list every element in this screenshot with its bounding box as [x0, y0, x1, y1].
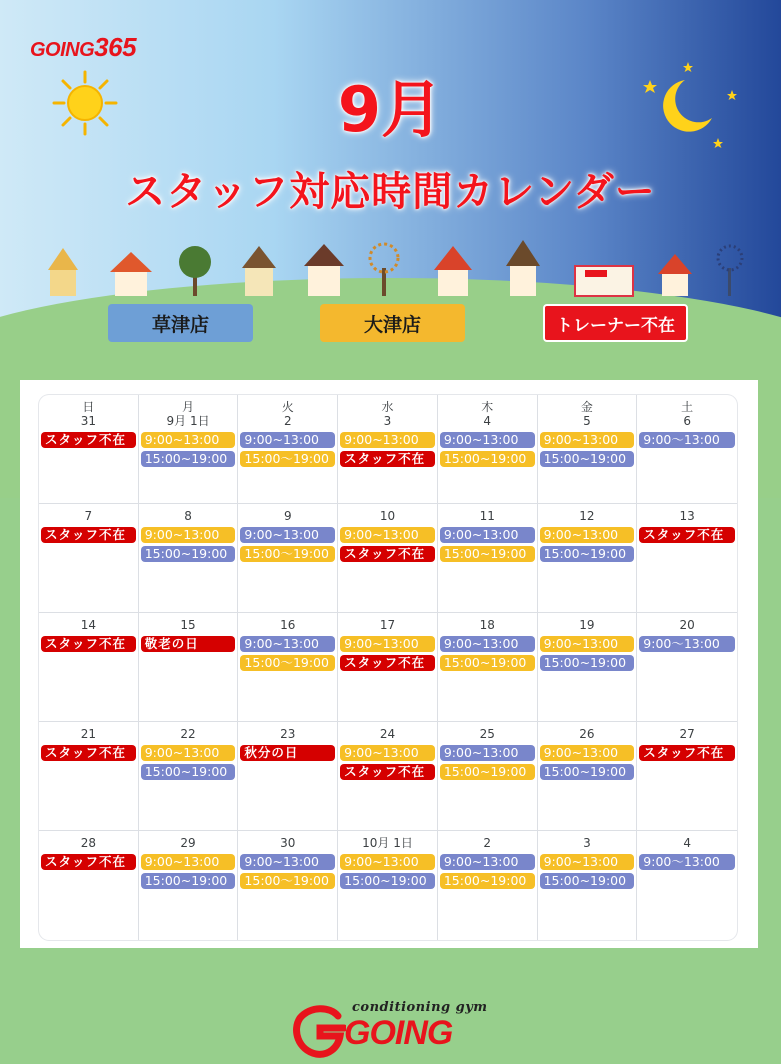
day-number: 2	[283, 414, 292, 428]
calendar-day-cell[interactable]	[139, 831, 239, 940]
day-number: 15	[180, 618, 196, 632]
event-otsu-hours[interactable]: 9:00~13:00	[340, 432, 435, 448]
event-otsu-hours[interactable]: 15:00〜19:00	[240, 873, 335, 889]
calendar-day-cell[interactable]	[238, 722, 338, 831]
day-number: 8	[184, 509, 192, 523]
event-kusatsu-hours[interactable]: 9:00~13:00	[440, 636, 535, 652]
brand-logo	[30, 32, 136, 63]
footer-tagline: conditioning gym	[352, 1000, 488, 1015]
day-number: 6	[683, 414, 691, 428]
day-number: 5	[583, 414, 591, 428]
legend-otsu: 大津店	[320, 304, 465, 342]
title-month: 9月	[337, 73, 444, 146]
event-absent[interactable]: スタッフ不在	[41, 854, 136, 870]
event-kusatsu-hours[interactable]: 9:00~13:00	[440, 745, 535, 761]
event-otsu-hours[interactable]: 9:00~13:00	[540, 527, 635, 543]
calendar-day-cell[interactable]	[39, 831, 139, 940]
brand-going: GOING	[30, 39, 95, 61]
event-absent[interactable]: 秋分の日	[240, 745, 335, 761]
day-number: 3	[583, 836, 591, 850]
event-kusatsu-hours[interactable]: 9:00~13:00	[440, 527, 535, 543]
tree-icon	[179, 246, 211, 296]
day-number: 9月 1日	[166, 414, 210, 428]
calendar-day-cell[interactable]	[238, 613, 338, 722]
event-absent[interactable]: スタッフ不在	[639, 527, 735, 543]
event-kusatsu-hours[interactable]: 15:00~19:00	[340, 873, 435, 889]
calendar-day-cell[interactable]	[637, 613, 737, 722]
event-kusatsu-hours[interactable]: 15:00~19:00	[141, 451, 236, 467]
calendar-day-cell[interactable]	[637, 831, 737, 940]
event-kusatsu-hours[interactable]: 9:00〜13:00	[639, 432, 735, 448]
calendar-day-cell[interactable]	[139, 395, 239, 504]
calendar-day-cell[interactable]	[637, 504, 737, 613]
calendar-day-cell[interactable]	[538, 722, 638, 831]
day-number: 31	[80, 414, 96, 428]
tree-icon	[718, 246, 742, 296]
weekday-label: 水	[381, 400, 394, 414]
event-absent[interactable]: スタッフ不在	[639, 745, 735, 761]
calendar-day-cell[interactable]	[538, 395, 638, 504]
event-kusatsu-hours[interactable]: 15:00~19:00	[540, 873, 635, 889]
day-number: 29	[180, 836, 196, 850]
event-otsu-hours[interactable]: 9:00~13:00	[340, 745, 435, 761]
day-number: 14	[80, 618, 96, 632]
day-number: 11	[479, 509, 495, 523]
event-otsu-hours[interactable]: 9:00~13:00	[540, 745, 635, 761]
event-otsu-hours[interactable]: 9:00~13:00	[340, 636, 435, 652]
event-absent[interactable]: スタッフ不在	[340, 764, 435, 780]
event-kusatsu-hours[interactable]: 15:00~19:00	[141, 873, 236, 889]
event-kusatsu-hours[interactable]: 15:00~19:00	[540, 546, 635, 562]
day-number: 12	[579, 509, 595, 523]
weekday-label: 火	[281, 400, 294, 414]
calendar-day-cell[interactable]	[338, 613, 438, 722]
event-otsu-hours[interactable]: 15:00~19:00	[440, 873, 535, 889]
event-kusatsu-hours[interactable]: 15:00~19:00	[141, 764, 236, 780]
day-number: 24	[379, 727, 396, 741]
event-absent[interactable]: スタッフ不在	[340, 451, 435, 467]
day-number: 3	[383, 414, 392, 428]
event-absent[interactable]: 敬老の日	[141, 636, 236, 652]
going-swirl-icon	[290, 1000, 346, 1060]
day-number: 28	[80, 836, 96, 850]
weekday-label: 日	[82, 400, 95, 414]
event-otsu-hours[interactable]: 15:00~19:00	[440, 546, 535, 562]
legend-trainer-absent: トレーナー不在	[543, 304, 688, 342]
tree-icon	[370, 244, 398, 296]
event-kusatsu-hours[interactable]: 9:00~13:00	[440, 854, 535, 870]
calendar-day-cell[interactable]	[238, 395, 338, 504]
event-kusatsu-hours[interactable]: 9:00~13:00	[240, 432, 335, 448]
day-number: 21	[80, 727, 96, 741]
weekday-label: 土	[681, 400, 694, 414]
calendar-day-cell[interactable]	[139, 504, 239, 613]
calendar-day-cell[interactable]	[338, 722, 438, 831]
calendar-day-cell[interactable]	[438, 722, 538, 831]
event-otsu-hours[interactable]: 15:00~19:00	[440, 764, 535, 780]
calendar-day-cell[interactable]	[438, 395, 538, 504]
day-number: 4	[683, 836, 691, 850]
calendar-day-cell[interactable]	[438, 831, 538, 940]
event-otsu-hours[interactable]: 9:00~13:00	[540, 432, 635, 448]
calendar-day-cell[interactable]	[39, 613, 139, 722]
house-icon	[506, 240, 540, 296]
day-number: 4	[483, 414, 492, 428]
day-number: 19	[579, 618, 595, 632]
event-otsu-hours[interactable]: 15:00〜19:00	[240, 655, 335, 671]
calendar-day-cell[interactable]	[538, 613, 638, 722]
event-kusatsu-hours[interactable]: 9:00〜13:00	[639, 854, 735, 870]
day-number: 7	[84, 509, 93, 523]
weekday-label: 木	[481, 400, 494, 414]
day-number: 30	[280, 836, 296, 850]
day-number: 26	[579, 727, 595, 741]
event-kusatsu-hours[interactable]: 9:00~13:00	[240, 527, 335, 543]
event-otsu-hours[interactable]: 9:00~13:00	[540, 854, 635, 870]
day-number: 2	[483, 836, 492, 850]
day-number: 27	[679, 727, 695, 741]
day-number: 16	[280, 618, 296, 632]
title-subtitle: スタッフ対応時間カレンダー	[125, 169, 656, 215]
event-kusatsu-hours[interactable]: 15:00~19:00	[540, 655, 635, 671]
event-absent[interactable]: スタッフ不在	[41, 636, 136, 652]
calendar-day-cell[interactable]	[538, 831, 638, 940]
event-kusatsu-hours[interactable]: 9:00~13:00	[240, 636, 335, 652]
calendar-day-cell[interactable]	[39, 722, 139, 831]
house-icon	[658, 254, 692, 296]
house-icon	[304, 244, 344, 296]
brand-365: 365	[94, 32, 137, 62]
calendar-day-cell[interactable]	[438, 613, 538, 722]
day-number: 9	[283, 509, 292, 523]
day-number: 10	[379, 509, 396, 523]
day-number: 18	[479, 618, 495, 632]
house-icon	[48, 248, 78, 296]
calendar-day-cell[interactable]	[538, 504, 638, 613]
day-number: 13	[679, 509, 695, 523]
calendar-day-cell[interactable]	[338, 504, 438, 613]
calendar	[39, 395, 737, 940]
day-number: 20	[679, 618, 695, 632]
event-kusatsu-hours[interactable]: 9:00~13:00	[440, 432, 535, 448]
village-illustration	[40, 230, 760, 300]
event-otsu-hours[interactable]: 15:00〜19:00	[240, 546, 335, 562]
house-icon	[110, 252, 152, 296]
legend-kusatsu: 草津店	[108, 304, 253, 342]
event-otsu-hours[interactable]: 15:00~19:00	[440, 655, 535, 671]
calendar-day-cell[interactable]	[338, 395, 438, 504]
event-otsu-hours[interactable]: 9:00~13:00	[141, 854, 236, 870]
weekday-label: 月	[182, 400, 195, 414]
event-absent[interactable]: スタッフ不在	[340, 546, 435, 562]
event-otsu-hours[interactable]: 15:00〜19:00	[240, 451, 335, 467]
event-absent[interactable]: スタッフ不在	[41, 432, 136, 448]
event-otsu-hours[interactable]: 9:00~13:00	[340, 527, 435, 543]
event-kusatsu-hours[interactable]: 9:00~13:00	[240, 854, 335, 870]
event-otsu-hours[interactable]: 9:00~13:00	[540, 636, 635, 652]
event-otsu-hours[interactable]: 9:00~13:00	[340, 854, 435, 870]
calendar-day-cell[interactable]	[139, 722, 239, 831]
calendar-day-cell[interactable]	[139, 613, 239, 722]
calendar-day-cell[interactable]	[238, 504, 338, 613]
footer-logo	[290, 1000, 500, 1060]
house-icon	[434, 246, 472, 296]
calendar-day-cell[interactable]	[338, 831, 438, 940]
event-kusatsu-hours[interactable]: 9:00〜13:00	[639, 636, 735, 652]
calendar-day-cell[interactable]	[39, 395, 139, 504]
calendar-day-cell[interactable]	[637, 722, 737, 831]
event-kusatsu-hours[interactable]: 15:00~19:00	[141, 546, 236, 562]
calendar-day-cell[interactable]	[39, 504, 139, 613]
calendar-day-cell[interactable]	[438, 504, 538, 613]
event-absent[interactable]: スタッフ不在	[41, 527, 136, 543]
event-otsu-hours[interactable]: 9:00~13:00	[141, 527, 236, 543]
calendar-day-cell[interactable]	[238, 831, 338, 940]
day-number: 25	[479, 727, 495, 741]
weekday-label: 金	[580, 400, 593, 414]
event-absent[interactable]: スタッフ不在	[340, 655, 435, 671]
footer-name: GOING	[344, 1014, 453, 1052]
event-kusatsu-hours[interactable]: 15:00~19:00	[540, 764, 635, 780]
event-otsu-hours[interactable]: 9:00~13:00	[141, 432, 236, 448]
calendar-grid	[39, 395, 737, 940]
day-number: 22	[180, 727, 196, 741]
event-absent[interactable]: スタッフ不在	[41, 745, 136, 761]
gym-building-icon	[575, 266, 633, 296]
event-kusatsu-hours[interactable]: 15:00~19:00	[540, 451, 635, 467]
day-number: 17	[379, 618, 396, 632]
day-number: 23	[280, 727, 296, 741]
house-icon	[242, 246, 276, 296]
day-number: 10月 1日	[362, 836, 413, 850]
event-otsu-hours[interactable]: 9:00~13:00	[141, 745, 236, 761]
calendar-day-cell[interactable]	[637, 395, 737, 504]
event-otsu-hours[interactable]: 15:00~19:00	[440, 451, 535, 467]
